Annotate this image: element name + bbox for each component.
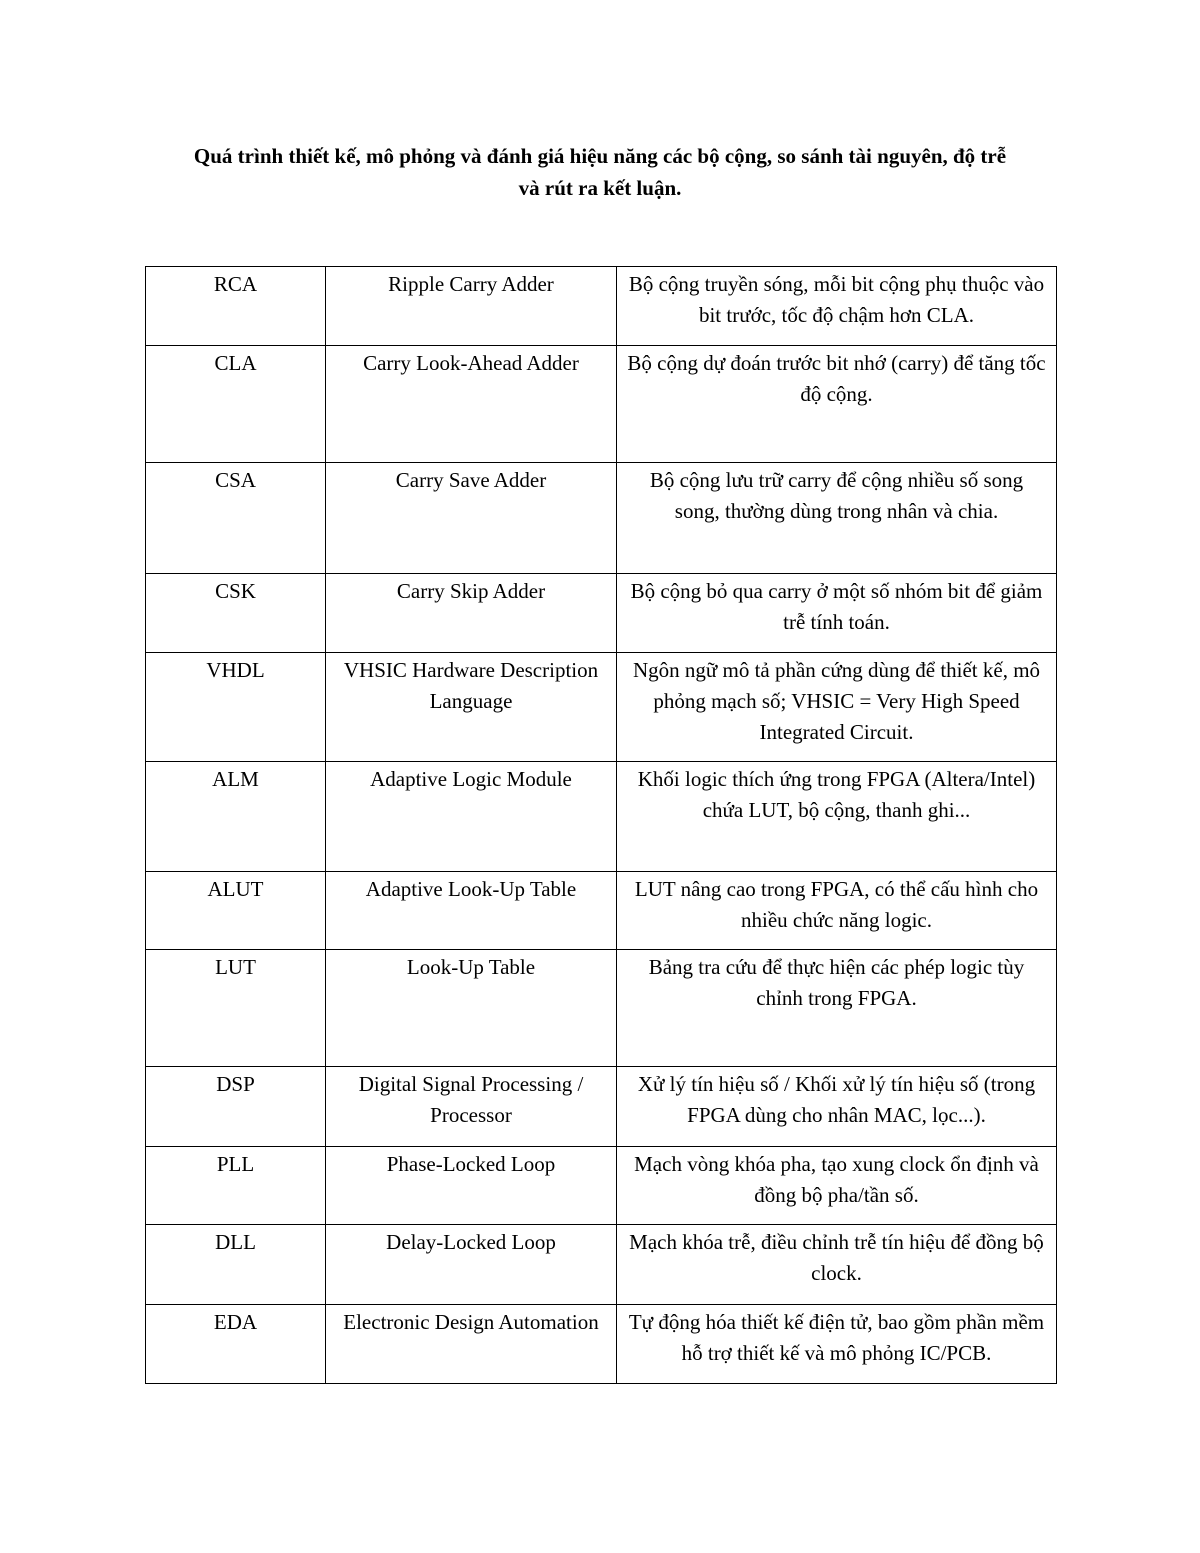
table-row [146,1225,1057,1305]
description-cell: Khối logic thích ứng trong FPGA (Altera/Intel) chứa LUT, bộ cộng, thanh ghi... [617,762,1057,872]
abbreviation-cell: EDA [146,1305,326,1384]
full-name-cell: Electronic Design Automation [326,1305,617,1384]
abbreviation-cell: LUT [146,950,326,1067]
full-name-cell: Ripple Carry Adder [326,267,617,346]
abbreviation-cell: ALUT [146,872,326,950]
abbreviation-cell: ALM [146,762,326,872]
table-row [146,463,1057,574]
abbreviation-cell: DSP [146,1067,326,1147]
abbreviation-cell: RCA [146,267,326,346]
description-cell: Mạch khóa trễ, điều chỉnh trễ tín hiệu để đồng bộ clock. [617,1225,1057,1305]
full-name-cell: Carry Save Adder [326,463,617,574]
table-row [146,1147,1057,1225]
glossary-table-body [146,267,1057,1384]
description-cell: Bộ cộng truyền sóng, mỗi bit cộng phụ thuộc vào bit trước, tốc độ chậm hơn CLA. [617,267,1057,346]
table-row [146,872,1057,950]
description-cell: Bộ cộng lưu trữ carry để cộng nhiều số song song, thường dùng trong nhân và chia. [617,463,1057,574]
table-row [146,574,1057,653]
table-row [146,762,1057,872]
abbreviation-cell: PLL [146,1147,326,1225]
full-name-cell: Delay-Locked Loop [326,1225,617,1305]
table-row [146,346,1057,463]
table-row [146,267,1057,346]
abbreviation-cell: CSK [146,574,326,653]
description-cell: LUT nâng cao trong FPGA, có thể cấu hình cho nhiều chức năng logic. [617,872,1057,950]
glossary-table [145,266,1057,1384]
table-row [146,1305,1057,1384]
table-row [146,653,1057,762]
full-name-cell: Adaptive Logic Module [326,762,617,872]
description-cell: Bộ cộng dự đoán trước bit nhớ (carry) để tăng tốc độ cộng. [617,346,1057,463]
full-name-cell: Look-Up Table [326,950,617,1067]
abbreviation-cell: CLA [146,346,326,463]
full-name-cell: Phase-Locked Loop [326,1147,617,1225]
abbreviation-cell: DLL [146,1225,326,1305]
description-cell: Tự động hóa thiết kế điện tử, bao gồm phần mềm hỗ trợ thiết kế và mô phỏng IC/PCB. [617,1305,1057,1384]
description-cell: Mạch vòng khóa pha, tạo xung clock ổn định và đồng bộ pha/tần số. [617,1147,1057,1225]
full-name-cell: Carry Skip Adder [326,574,617,653]
full-name-cell: Adaptive Look-Up Table [326,872,617,950]
page-title [120,140,1080,204]
description-cell: Bộ cộng bỏ qua carry ở một số nhóm bit để giảm trễ tính toán. [617,574,1057,653]
full-name-cell: Digital Signal Processing / Processor [326,1067,617,1147]
page-title-line-1: Quá trình thiết kế, mô phỏng và đánh giá hiệu năng các bộ cộng, so sánh tài nguyên, độ trễ [193,144,1007,168]
abbreviation-cell: VHDL [146,653,326,762]
abbreviation-cell: CSA [146,463,326,574]
description-cell: Bảng tra cứu để thực hiện các phép logic tùy chỉnh trong FPGA. [617,950,1057,1067]
full-name-cell: Carry Look-Ahead Adder [326,346,617,463]
table-row [146,950,1057,1067]
description-cell: Xử lý tín hiệu số / Khối xử lý tín hiệu số (trong FPGA dùng cho nhân MAC, lọc...). [617,1067,1057,1147]
full-name-cell: VHSIC Hardware Description Language [326,653,617,762]
description-cell: Ngôn ngữ mô tả phần cứng dùng để thiết kế, mô phỏng mạch số; VHSIC = Very High Speed Integrated Circuit. [617,653,1057,762]
page-title-line-2: và rút ra kết luận. [518,176,682,200]
table-row [146,1067,1057,1147]
